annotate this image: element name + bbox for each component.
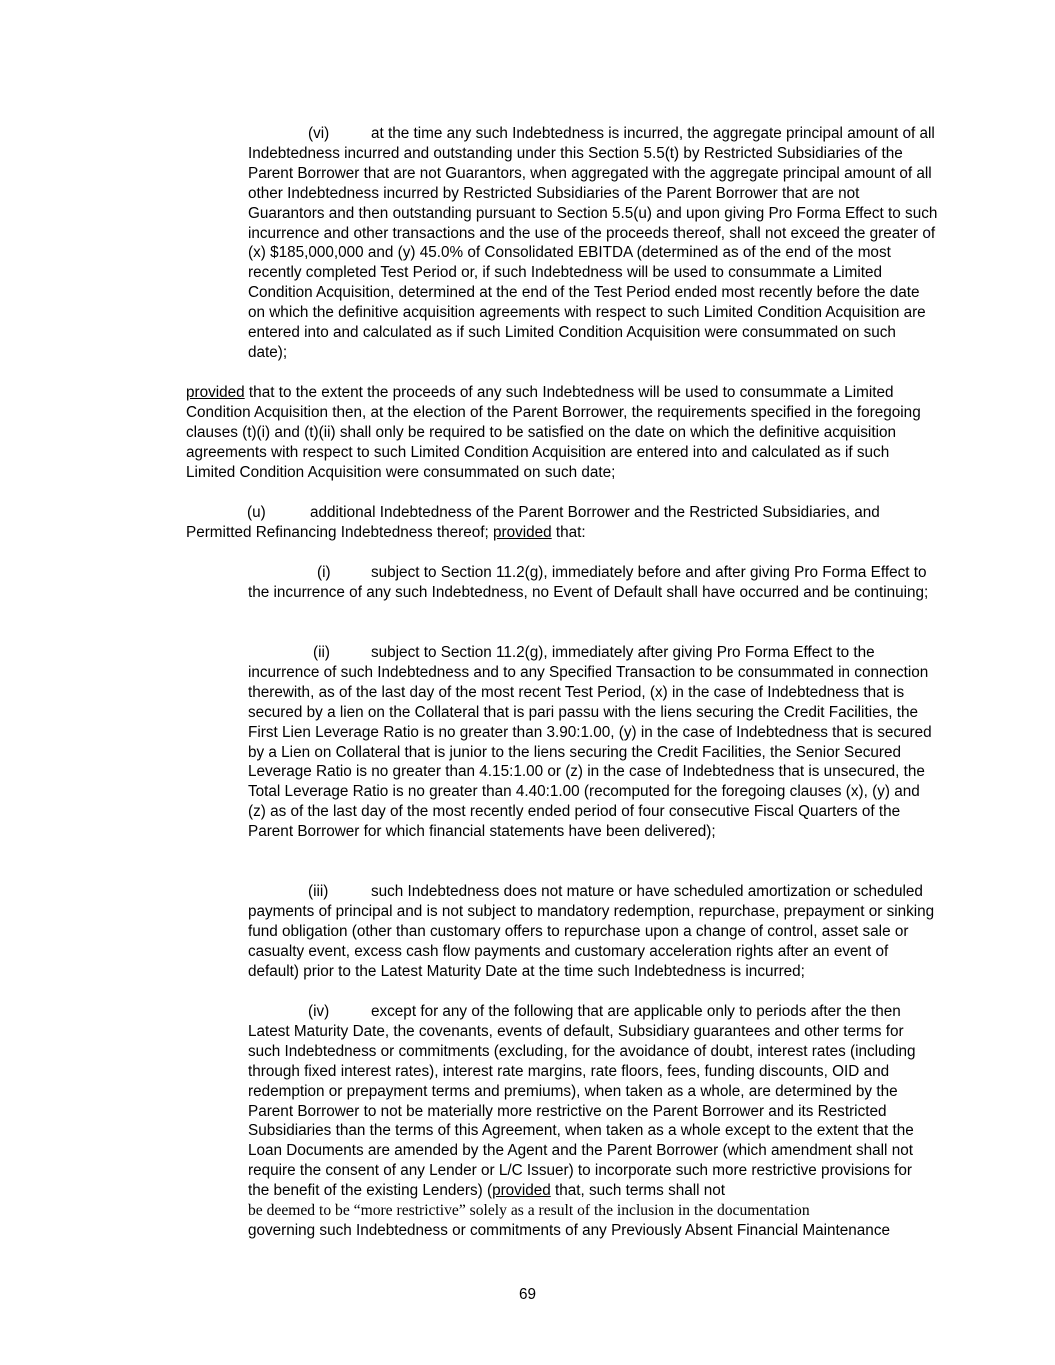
clause-vi-text: at the time any such Indebtedness is incurred, the aggregate principal amount of all Indebtedness incurred and outstanding under this Section 5.5(t) by Restricted Subsidiaries of the Parent Borrower that are not Guarantors, when aggregated with the aggregate principal amount of all other Indebtedness incurred by Restricted Subsidiaries of the Parent Borrower that are not Guarantors and then outstanding pursuant to Section 5.5(u) and upon giving Pro Forma Effect to such incurrence and other transactions and the use of the proceeds thereof, shall not exceed the greater of (x) $185,000,000 and (y) 45.0% of Consolidated EBITDA (determined as of the end of the most recently completed Test Period or, if such Indebtedness will be used to consummate a Limited Condition Acquisition, determined at the end of the Test Period ended most recently before the date on which the definitive acquisition agreements with respect to such Limited Condition Acquisition are entered into and calculated as if such Limited Condition Acquisition were consummated on such date); [248,125,938,361]
clause-iv-text: except for any of the following that are applicable only to periods after the then Latest Maturity Date, the covenants, events of default, Subsidiary guarantees and other terms for such Indebtedness or commitments (excluding, for the avoidance of doubt, interest rates (including through fixed interest rates), interest rate margins, rate floors, fees, funding discounts, OID and redemption or prepayment terms and premiums), when taken as a whole, are determined by the Parent Borrower to not be materially more restrictive on the Parent Borrower and its Restricted Subsidiaries than the terms of this Agreement, when taken as a whole except to the extent that the Loan Documents are amended by the Agent and the Parent Borrower (which amendment shall not require the consent of any Lender or L/C Issuer) to incorporate such more restrictive provisions for the benefit of the existing Lenders) ( [248,1003,916,1200]
clause-vi [248,124,938,363]
clause-iv-underlined: provided [492,1182,551,1200]
clause-iv-tail: that, such terms shall not [550,1182,726,1200]
clause-vi-label: (vi) [308,125,330,142]
clause-iii [248,882,938,982]
clause-ii [248,643,938,842]
clause-iv-serif-line: be deemed to be “more restrictive” solely as a result of the inclusion in the documentation [248,1202,810,1220]
proviso-text: that to the extent the proceeds of any such Indebtedness will be used to consummate a Limited Condition Acquisition then, at the election of the Parent Borrower, the requirements specified in the foregoing clauses (t)(i) and (t)(ii) shall only be required to be satisfied on the date on which the definitive acquisition agreements with respect to such Limited Condition Acquisition are entered into and calculated as if such Limited Condition Acquisition were consummated on such date; [186,384,921,481]
clause-i-label: (i) [317,564,331,581]
proviso-underlined: provided [186,384,245,401]
clause-iv-label: (iv) [308,1003,330,1020]
clause-i-text: subject to Section 11.2(g), immediately before and after giving Pro Forma Effect to the incurrence of any such Indebtedness, no Event of Default shall have occurred and be continuing; [248,564,929,601]
clause-i [248,563,938,603]
clause-u [186,503,901,543]
clause-u-underlined: provided [492,523,552,541]
clause-u-tail: that: [551,523,586,541]
clause-ii-label: (ii) [313,644,330,661]
clause-u-label: (u) [247,504,266,521]
clause-u-text: additional Indebtedness of the Parent Borrower and the Restricted Subsidiaries, and Permitted Refinancing Indebtedness thereof; [186,504,880,541]
clause-iv [248,1002,928,1241]
clause-ii-text: subject to Section 11.2(g), immediately after giving Pro Forma Effect to the incurrence of such Indebtedness and to any Specified Transaction to be consummated in connection therewith, as of the last day of the most recent Test Period, (x) in the case of Indebtedness that is secured by a lien on the Collateral that is pari passu with the liens securing the Credit Facilities, the First Lien Leverage Ratio is no greater than 3.90:1.00, (y) in the case of Indebtedness that is secured by a Lien on Collateral that is junior to the liens securing the Credit Facilities, the Senior Secured Leverage Ratio is no greater than 4.15:1.00 or (z) in the case of Indebtedness that is unsecured, the Total Leverage Ratio is no greater than 4.40:1.00 (recomputed for the foregoing clauses (x), (y) and (z) as of the last day of the most recently ended period of four consecutive Fiscal Quarters of the Parent Borrower for which financial statements have been delivered); [248,644,932,841]
clause-iv-last-line: governing such Indebtedness or commitments of any Previously Absent Financial Maintenance [248,1221,890,1239]
page-number: 69 [518,1286,536,1303]
clause-iii-text: such Indebtedness does not mature or have scheduled amortization or scheduled payments of principal and is not subject to mandatory redemption, repurchase, prepayment or sinking fund obligation (other than customary offers to repurchase upon a change of control, asset sale or casualty event, excess cash flow payments and customary acceleration rights after an event of default) prior to the Latest Maturity Date at the time such Indebtedness is incurred; [248,883,935,980]
clause-iii-label: (iii) [308,883,329,900]
proviso-paragraph [186,383,921,483]
